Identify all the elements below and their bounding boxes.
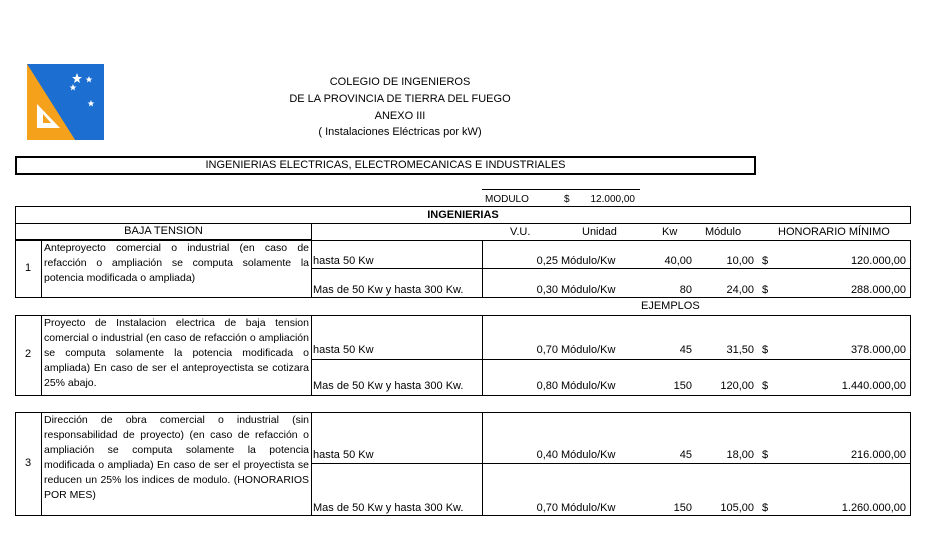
col-kw: Kw <box>662 226 678 238</box>
row-modulo: 24,00 <box>726 284 754 296</box>
row-honorario: 1.440.000,00 <box>841 380 906 392</box>
row-vu: 0,80 <box>536 380 558 392</box>
row-vu: 0,25 <box>536 255 558 267</box>
row-range: hasta 50 Kw <box>313 255 374 267</box>
section-title: INGENIERIAS <box>15 206 911 224</box>
row-unit: Módulo/Kw <box>561 380 616 392</box>
modulo-value: 12.000,00 <box>590 194 635 205</box>
row-modulo: 10,00 <box>726 255 754 267</box>
col-vu: V.U. <box>510 226 531 238</box>
category-banner: INGENIERIAS ELECTRICAS, ELECTROMECANICAS E INDUSTRIALES <box>15 156 756 175</box>
row-modulo: 18,00 <box>726 449 754 461</box>
row-unit: Módulo/Kw <box>561 344 616 356</box>
row-range: Mas de 50 Kw y hasta 300 Kw. <box>313 380 464 392</box>
item-description: Proyecto de Instalacion electrica de baja tension comercial o industrial (en caso de refacción o ampliación se computa solamente la potencia modificada o ampliada) En caso de ser el anteproyectista se cotizara 25% abajo. <box>44 317 309 389</box>
item-number: 2 <box>24 348 32 360</box>
col-unidad: Unidad <box>582 226 617 238</box>
row-range: hasta 50 Kw <box>313 344 374 356</box>
row-range: Mas de 50 Kw y hasta 300 Kw. <box>313 284 464 296</box>
row-currency: $ <box>762 344 769 356</box>
header-annex: ANEXO III <box>374 110 426 122</box>
item-number: 1 <box>24 262 32 274</box>
row-unit: Módulo/Kw <box>561 284 616 296</box>
header-subtitle: ( Instalaciones Eléctricas por kW) <box>318 126 482 138</box>
row-currency: $ <box>762 380 769 392</box>
row-unit: Módulo/Kw <box>561 449 616 461</box>
modulo-top-rule <box>482 189 640 190</box>
row-modulo: 31,50 <box>726 344 754 356</box>
row-currency: $ <box>762 255 769 267</box>
row-vu: 0,30 <box>536 284 558 296</box>
row-currency: $ <box>762 284 769 296</box>
row-currency: $ <box>762 502 769 514</box>
row-honorario: 378.000,00 <box>850 344 906 356</box>
item-description: Dirección de obra comercial o industrial (sin responsabilidad de proyecto) (en caso de refacción o ampliación se computa solamente la potencia modificada o ampliada) En caso de ser el proyectista se reducen un 25% los indices de modulo. (HONORARIOS POR MES) <box>44 414 309 501</box>
row-unit: Módulo/Kw <box>561 502 616 514</box>
row-range: hasta 50 Kw <box>313 449 374 461</box>
row-honorario: 120.000,00 <box>850 255 906 267</box>
col-baja-tension: BAJA TENSION <box>15 223 312 240</box>
row-kw: 150 <box>673 380 692 392</box>
row-kw: 45 <box>679 449 692 461</box>
row-unit: Módulo/Kw <box>561 255 616 267</box>
row-honorario: 216.000,00 <box>850 449 906 461</box>
row-kw: 45 <box>679 344 692 356</box>
modulo-currency: $ <box>564 194 570 205</box>
col-honorario: HONORARIO MÍNIMO <box>778 226 890 238</box>
row-vu: 0,70 <box>536 344 558 356</box>
row-modulo: 105,00 <box>720 502 754 514</box>
colegio-logo-icon <box>27 64 104 140</box>
row-modulo: 120,00 <box>720 380 754 392</box>
row-kw: 150 <box>673 502 692 514</box>
col-modulo: Módulo <box>705 226 742 238</box>
row-kw: 40,00 <box>664 255 692 267</box>
row-honorario: 1.260.000,00 <box>841 502 906 514</box>
row-currency: $ <box>762 449 769 461</box>
header-province: DE LA PROVINCIA DE TIERRA DEL FUEGO <box>289 93 511 105</box>
modulo-label: MODULO <box>485 194 529 205</box>
item-number: 3 <box>24 457 32 469</box>
header-title: COLEGIO DE INGENIEROS <box>329 76 471 88</box>
row-honorario: 288.000,00 <box>850 284 906 296</box>
item-description: Anteproyecto comercial o industrial (en caso de refacción o ampliación se computa solamente la potencia modificada o ampliada) <box>44 242 309 284</box>
row-vu: 0,40 <box>536 449 558 461</box>
row-range: Mas de 50 Kw y hasta 300 Kw. <box>313 502 464 514</box>
row-kw: 80 <box>679 284 692 296</box>
ejemplos-label: EJEMPLOS <box>641 300 700 312</box>
row-vu: 0,70 <box>536 502 558 514</box>
